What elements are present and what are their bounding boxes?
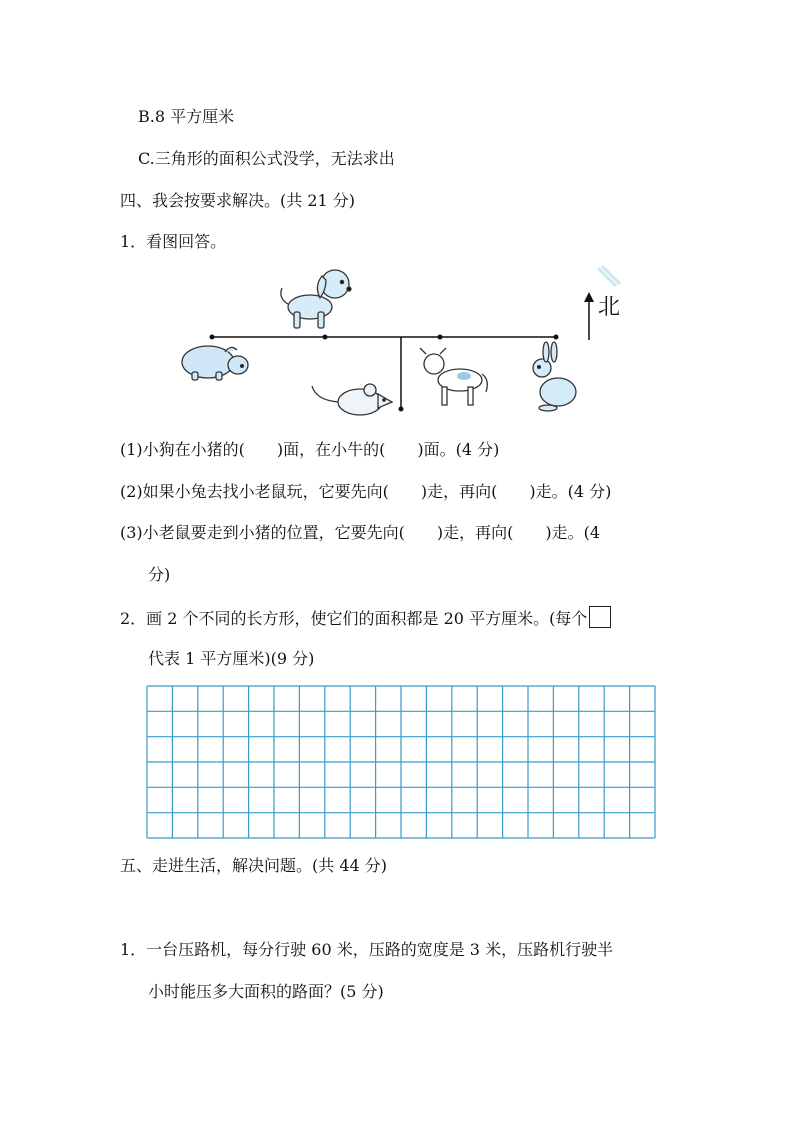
cow-icon [420, 348, 487, 405]
question-1-part-3-cont: 分) [148, 565, 171, 584]
question-2-text: 2．画 2 个不同的长方形，使它们的面积都是 20 平方厘米。(每个 [120, 609, 588, 628]
unit-square-icon [589, 606, 611, 628]
compass-north-label: 北 [598, 294, 621, 319]
mouse-icon [312, 384, 392, 415]
dog-icon [281, 270, 351, 328]
section-4-title: 四、我会按要求解决。(共 21 分) [120, 191, 356, 210]
drawing-grid[interactable] [146, 685, 656, 839]
option-b: B.8 平方厘米 [138, 107, 235, 126]
option-c: C.三角形的面积公式没学，无法求出 [138, 149, 395, 168]
question-1-title: 1．看图回答。 [120, 232, 227, 251]
section-5-question-1-line-1: 1．一台压路机，每分行驶 60 米，压路的宽度是 3 米，压路机行驶半 [120, 940, 614, 959]
section-5-question-1-line-2: 小时能压多大面积的路面？(5 分) [148, 982, 384, 1001]
question-2-line-2: 代表 1 平方厘米)(9 分) [148, 649, 315, 668]
animal-position-figure [170, 262, 640, 422]
section-5-title: 五、走进生活，解决问题。(共 44 分) [120, 856, 388, 875]
question-1-part-3: (3)小老鼠要走到小猪的位置，它要先向( )走，再向( )走。(4 [120, 523, 601, 542]
rabbit-icon [533, 342, 576, 411]
question-1-part-2: (2)如果小兔去找小老鼠玩，它要先向( )走，再向( )走。(4 分) [120, 482, 612, 501]
pig-icon [182, 346, 248, 380]
question-1-part-1: (1)小狗在小猪的( )面，在小牛的( )面。(4 分) [120, 440, 500, 459]
question-2-line-1 [120, 606, 611, 630]
